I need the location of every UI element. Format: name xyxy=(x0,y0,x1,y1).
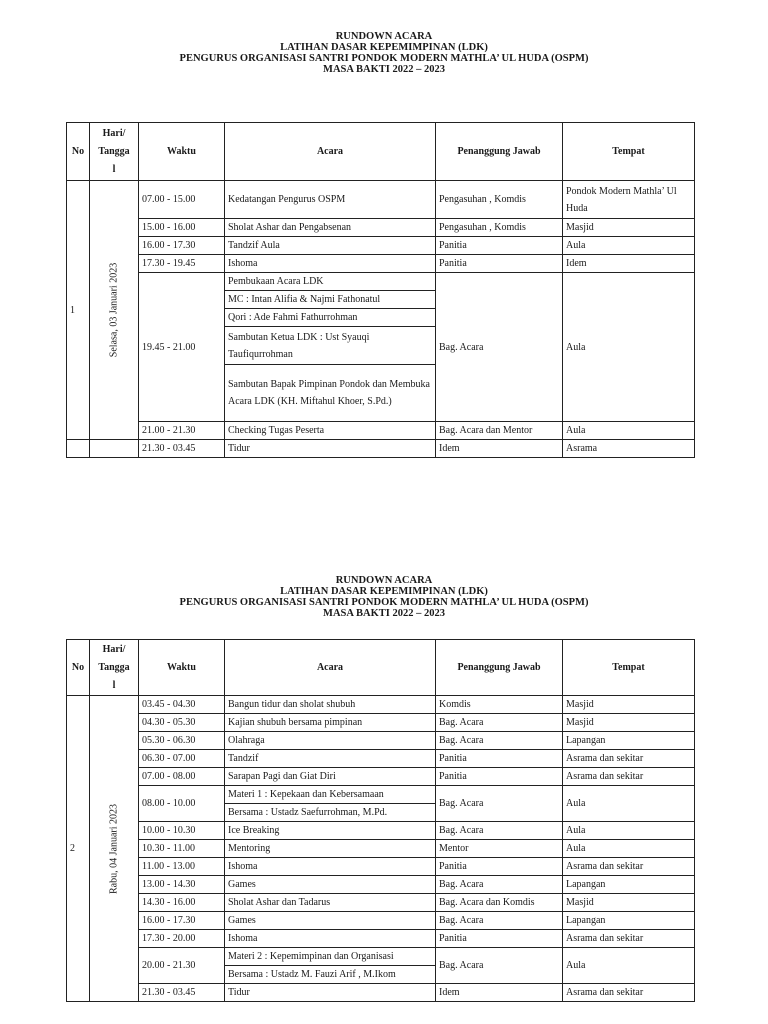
table-row: 04.30 - 05.30 Kajian shubuh bersama pimpinan Bag. Acara Masjid xyxy=(67,714,695,732)
header-title: RUNDOWN ACARA xyxy=(335,575,433,586)
header-ldk: LATIHAN DASAR KEPEMIMPINAN (LDK) xyxy=(280,42,488,53)
table-row: 21.30 - 03.45 Tidur Idem Asrama xyxy=(67,440,695,458)
table-row: Qori : Ade Fahmi Fathurrohman xyxy=(67,309,695,327)
header-organization: PENGURUS ORGANISASI SANTRI PONDOK MODERN MATHLA’ UL HUDA (OSPM) xyxy=(179,597,589,608)
rundown-header-1 xyxy=(0,31,768,75)
col-hari-tanggal: Hari/ Tangga l xyxy=(90,640,139,696)
table-row: 17.30 - 19.45 Ishoma Panitia Idem xyxy=(67,255,695,273)
table-row: 16.00 - 17.30 Tandzif Aula Panitia Aula xyxy=(67,237,695,255)
table-row: 05.30 - 06.30 Olahraga Bag. Acara Lapangan xyxy=(67,732,695,750)
rundown-table-day-2 xyxy=(66,639,695,1002)
table-row: 14.30 - 16.00 Sholat Ashar dan Tadarus Bag. Acara dan Komdis Masjid xyxy=(67,894,695,912)
table-header-row xyxy=(67,640,695,696)
day-date: Selasa, 03 Januari 2023 xyxy=(108,262,120,358)
table-row: 19.45 - 21.00 Pembukaan Acara LDK Bag. Acara Aula xyxy=(67,273,695,291)
table-row: 08.00 - 10.00 Materi 1 : Kepekaan dan Kebersamaan Bag. Acara Aula xyxy=(67,786,695,804)
table-row: 07.00 - 08.00 Sarapan Pagi dan Giat Diri Panitia Asrama dan sekitar xyxy=(67,768,695,786)
col-no: No xyxy=(67,640,90,696)
day-number: 2 xyxy=(67,696,90,1002)
col-penanggung-jawab: Penanggung Jawab xyxy=(436,123,563,181)
day-date-cell xyxy=(90,181,139,440)
table-header-row xyxy=(67,123,695,181)
col-acara: Acara xyxy=(225,123,436,181)
table-row: 17.30 - 20.00 Ishoma Panitia Asrama dan sekitar xyxy=(67,930,695,948)
col-waktu: Waktu xyxy=(139,123,225,181)
header-title: RUNDOWN ACARA xyxy=(335,31,433,42)
table-row: 06.30 - 07.00 Tandzif Panitia Asrama dan sekitar xyxy=(67,750,695,768)
col-tempat: Tempat xyxy=(563,640,695,696)
table-row: MC : Intan Alifia & Najmi Fathonatul xyxy=(67,291,695,309)
col-hari-tanggal: Hari/ Tangga l xyxy=(90,123,139,181)
table-row: 20.00 - 21.30 Materi 2 : Kepemimpinan dan Organisasi Bag. Acara Aula xyxy=(67,948,695,966)
day-date: Rabu, 04 Januari 2023 xyxy=(108,803,120,894)
header-period: MASA BAKTI 2022 – 2023 xyxy=(323,64,445,75)
header-ldk: LATIHAN DASAR KEPEMIMPINAN (LDK) xyxy=(280,586,488,597)
day-date-cell xyxy=(90,696,139,1002)
table-row: 21.30 - 03.45 Tidur Idem Asrama dan sekitar xyxy=(67,984,695,1002)
rundown-table-day-1 xyxy=(66,122,695,458)
col-penanggung-jawab: Penanggung Jawab xyxy=(436,640,563,696)
table-row: Bersama : Ustadz M. Fauzi Arif , M.Ikom xyxy=(67,966,695,984)
table-row: 11.00 - 13.00 Ishoma Panitia Asrama dan sekitar xyxy=(67,858,695,876)
rundown-header-2 xyxy=(0,575,768,619)
table-row: 1 Selasa, 03 Januari 2023 07.00 - 15.00 Kedatangan Pengurus OSPM Pengasuhan , Komdis Pondok Modern Mathla’ Ul Huda xyxy=(67,181,695,219)
header-organization: PENGURUS ORGANISASI SANTRI PONDOK MODERN MATHLA’ UL HUDA (OSPM) xyxy=(179,53,589,64)
table-row: Sambutan Ketua LDK : Ust Syauqi Taufiqurrohman xyxy=(67,327,695,365)
col-no: No xyxy=(67,123,90,181)
table-row: 10.30 - 11.00 Mentoring Mentor Aula xyxy=(67,840,695,858)
table-row: 16.00 - 17.30 Games Bag. Acara Lapangan xyxy=(67,912,695,930)
table-row: 2 Rabu, 04 Januari 2023 03.45 - 04.30 Bangun tidur dan sholat shubuh Komdis Masjid xyxy=(67,696,695,714)
table-row: Bersama : Ustadz Saefurrohman, M.Pd. xyxy=(67,804,695,822)
header-period: MASA BAKTI 2022 – 2023 xyxy=(323,608,445,619)
table-row: 10.00 - 10.30 Ice Breaking Bag. Acara Aula xyxy=(67,822,695,840)
col-waktu: Waktu xyxy=(139,640,225,696)
day-number: 1 xyxy=(67,181,90,440)
table-row: 13.00 - 14.30 Games Bag. Acara Lapangan xyxy=(67,876,695,894)
col-acara: Acara xyxy=(225,640,436,696)
table-row: 15.00 - 16.00 Sholat Ashar dan Pengabsenan Pengasuhan , Komdis Masjid xyxy=(67,219,695,237)
col-tempat: Tempat xyxy=(563,123,695,181)
table-row: Sambutan Bapak Pimpinan Pondok dan Membuka Acara LDK (KH. Miftahul Khoer, S.Pd.) xyxy=(67,365,695,422)
table-row: 21.00 - 21.30 Checking Tugas Peserta Bag. Acara dan Mentor Aula xyxy=(67,422,695,440)
